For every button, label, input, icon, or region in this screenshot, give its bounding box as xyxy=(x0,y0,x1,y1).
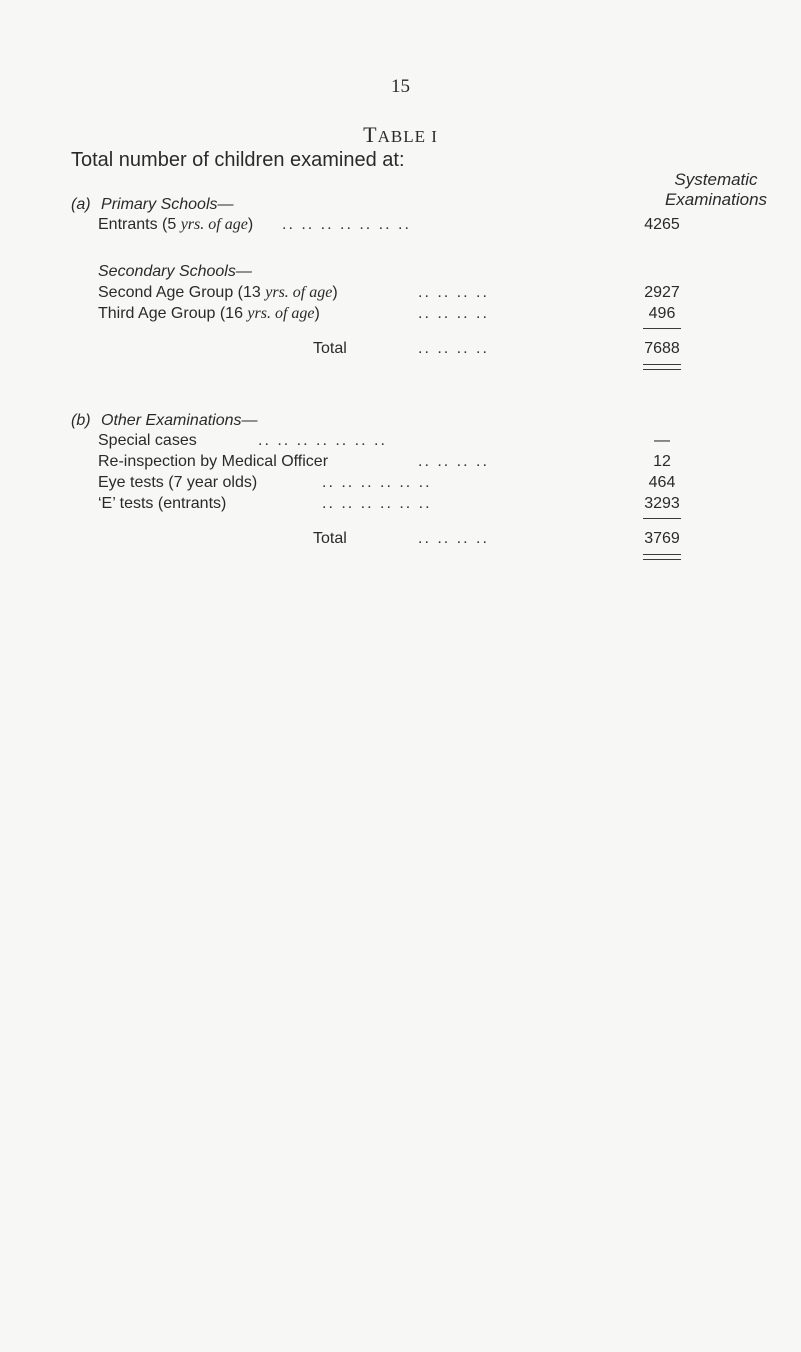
leader-dots: .. .. .. .. .. .. .. xyxy=(258,432,387,449)
section-a-total-value: 7688 xyxy=(644,340,680,357)
section-b-letter: (b) xyxy=(71,412,91,429)
section-b-title: Other Examinations— xyxy=(101,412,258,429)
entrants-label xyxy=(98,216,253,234)
secondary-schools-heading: Secondary Schools— xyxy=(98,263,252,280)
leader-dots: .. .. .. .. xyxy=(418,284,489,301)
table-title-rest: ABLE I xyxy=(377,127,438,146)
section-a-letter: (a) xyxy=(71,196,91,213)
third-age-label xyxy=(98,305,320,323)
section-a-heading xyxy=(71,196,234,214)
table-row-value: — xyxy=(654,432,670,449)
table-row-value: 3293 xyxy=(644,495,680,512)
page-number: 15 xyxy=(391,76,410,97)
second-age-label xyxy=(98,284,338,302)
entrants-value: 4265 xyxy=(644,216,680,233)
leader-dots: .. .. .. .. xyxy=(418,453,489,470)
section-b-total-label: Total xyxy=(313,530,347,547)
entrants-label-italic: yrs. of age xyxy=(180,216,248,233)
column-header-line2: Examinations xyxy=(664,190,768,209)
double-rule xyxy=(643,554,681,560)
column-header xyxy=(636,170,796,210)
second-age-label-italic: yrs. of age xyxy=(265,284,333,301)
leader-dots: .. .. .. .. xyxy=(418,305,489,322)
section-a-total-label: Total xyxy=(313,340,347,357)
leader-dots: .. .. .. .. .. .. .. xyxy=(282,216,411,233)
total-rule xyxy=(643,328,681,329)
table-row-label: Re-inspection by Medical Officer xyxy=(98,453,329,470)
table-title xyxy=(0,122,801,148)
section-b-heading xyxy=(71,412,258,430)
third-age-label-italic: yrs. of age xyxy=(247,305,315,322)
second-age-label-end: ) xyxy=(332,284,338,301)
table-row-label: Special cases xyxy=(98,432,197,449)
leader-dots: .. .. .. .. .. .. xyxy=(322,495,432,512)
double-rule xyxy=(643,364,681,370)
third-age-label-start: Third Age Group (16 xyxy=(98,305,248,322)
table-row-label: Eye tests (7 year olds) xyxy=(98,474,258,491)
entrants-label-start: Entrants (5 xyxy=(98,216,181,233)
second-age-label-start: Second Age Group (13 xyxy=(98,284,266,301)
table-row-label: ‘E’ tests (entrants) xyxy=(98,495,227,512)
leader-dots: .. .. .. .. xyxy=(418,530,489,547)
leader-dots: .. .. .. .. .. .. xyxy=(322,474,432,491)
entrants-label-end: ) xyxy=(247,216,254,233)
second-age-value: 2927 xyxy=(644,284,680,301)
column-header-line1: Systematic xyxy=(674,170,758,189)
table-row-value: 12 xyxy=(653,453,671,470)
total-rule xyxy=(643,518,681,519)
table-row-value: 464 xyxy=(648,474,676,491)
third-age-value: 496 xyxy=(648,305,676,322)
table-subtitle: Total number of children examined at: xyxy=(71,149,405,171)
third-age-label-end: ) xyxy=(314,305,320,322)
section-b-total-value: 3769 xyxy=(644,530,680,547)
leader-dots: .. .. .. .. xyxy=(418,340,489,357)
table-title-initial: T xyxy=(363,122,378,147)
section-a-title: Primary Schools— xyxy=(101,196,234,213)
